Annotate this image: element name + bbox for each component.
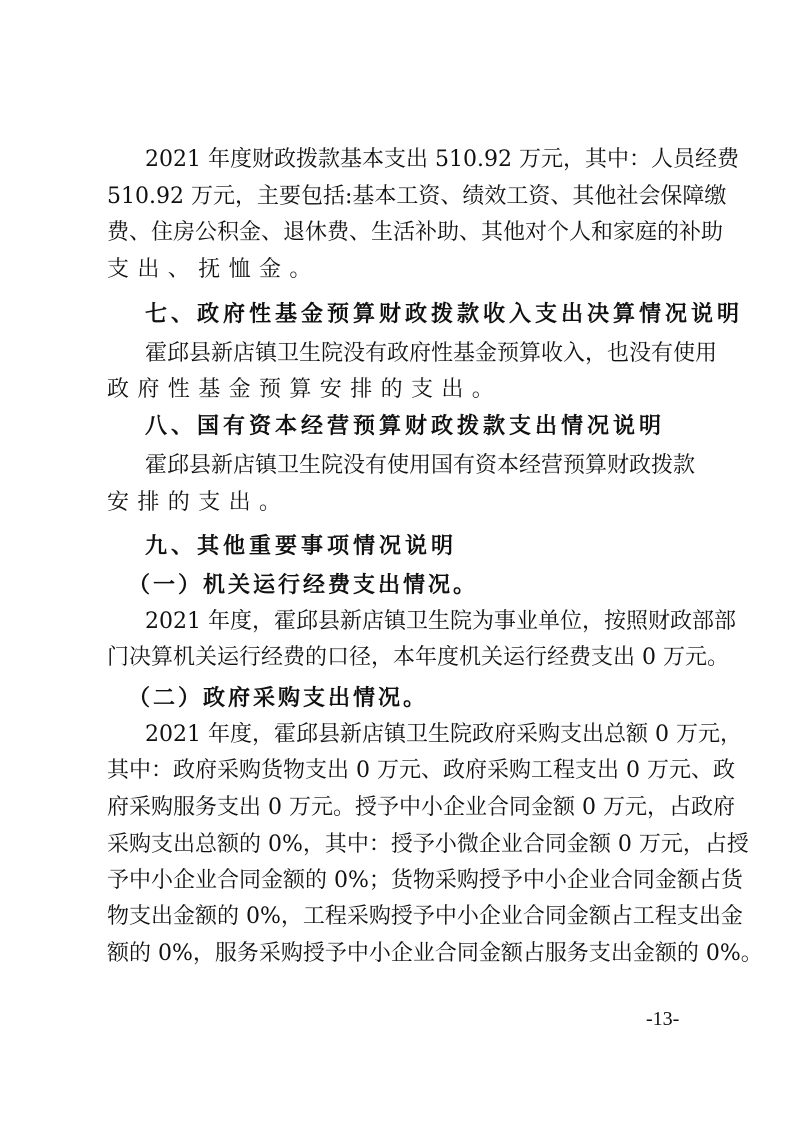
page-number: -13- [646,1008,680,1030]
paragraph-line: 费、住房公积金、退休费、生活补助、其他对个人和家庭的补助 [107,220,724,245]
paragraph-line: 采购支出总额的 0%，其中：授予小微企业合同金额 0 万元，占授 [107,832,749,857]
subsection-heading-1: （一）机关运行经费支出情况。 [128,572,479,598]
paragraph-line: 2021 年度财政拨款基本支出 510.92 万元，其中：人员经费 [145,147,739,172]
paragraph-line: 支出、抚恤金。 [107,257,320,282]
paragraph-line: 物支出金额的 0%，工程采购授予中小企业合同金额占工程支出金 [107,904,743,929]
paragraph-line: 额的 0%，服务采购授予中小企业合同金额占服务支出金额的 0%。 [107,941,763,966]
paragraph-line: 510.92 万元，主要包括:基本工资、绩效工资、其他社会保障缴 [107,184,727,209]
paragraph-line: 霍邱县新店镇卫生院没有使用国有资本经营预算财政拨款 [145,453,696,478]
section-heading-9: 九、其他重要事项情况说明 [145,533,458,559]
paragraph-line: 其中：政府采购货物支出 0 万元、政府采购工程支出 0 万元、政 [107,758,735,783]
paragraph-line: 2021 年度，霍邱县新店镇卫生院政府采购支出总额 0 万元， [145,722,742,747]
section-heading-8: 八、国有资本经营预算财政拨款支出情况说明 [145,413,666,439]
paragraph-line: 安排的支出。 [107,490,290,515]
paragraph-line: 2021 年度，霍邱县新店镇卫生院为事业单位，按照财政部部 [145,609,736,634]
paragraph-line: 门决算机关运行经费的口径，本年度机关运行经费支出 0 万元。 [107,645,729,670]
paragraph-line: 府采购服务支出 0 万元。授予中小企业合同金额 0 万元，占政府 [107,795,735,820]
paragraph-line: 政府性基金预算安排的支出。 [107,377,503,402]
paragraph-line: 霍邱县新店镇卫生院没有政府性基金预算收入，也没有使用 [145,341,718,366]
paragraph-line: 予中小企业合同金额的 0%；货物采购授予中小企业合同金额占货 [107,868,743,893]
section-heading-7: 七、政府性基金预算财政拨款收入支出决算情况说明 [145,301,744,327]
subsection-heading-2: （二）政府采购支出情况。 [128,685,429,711]
